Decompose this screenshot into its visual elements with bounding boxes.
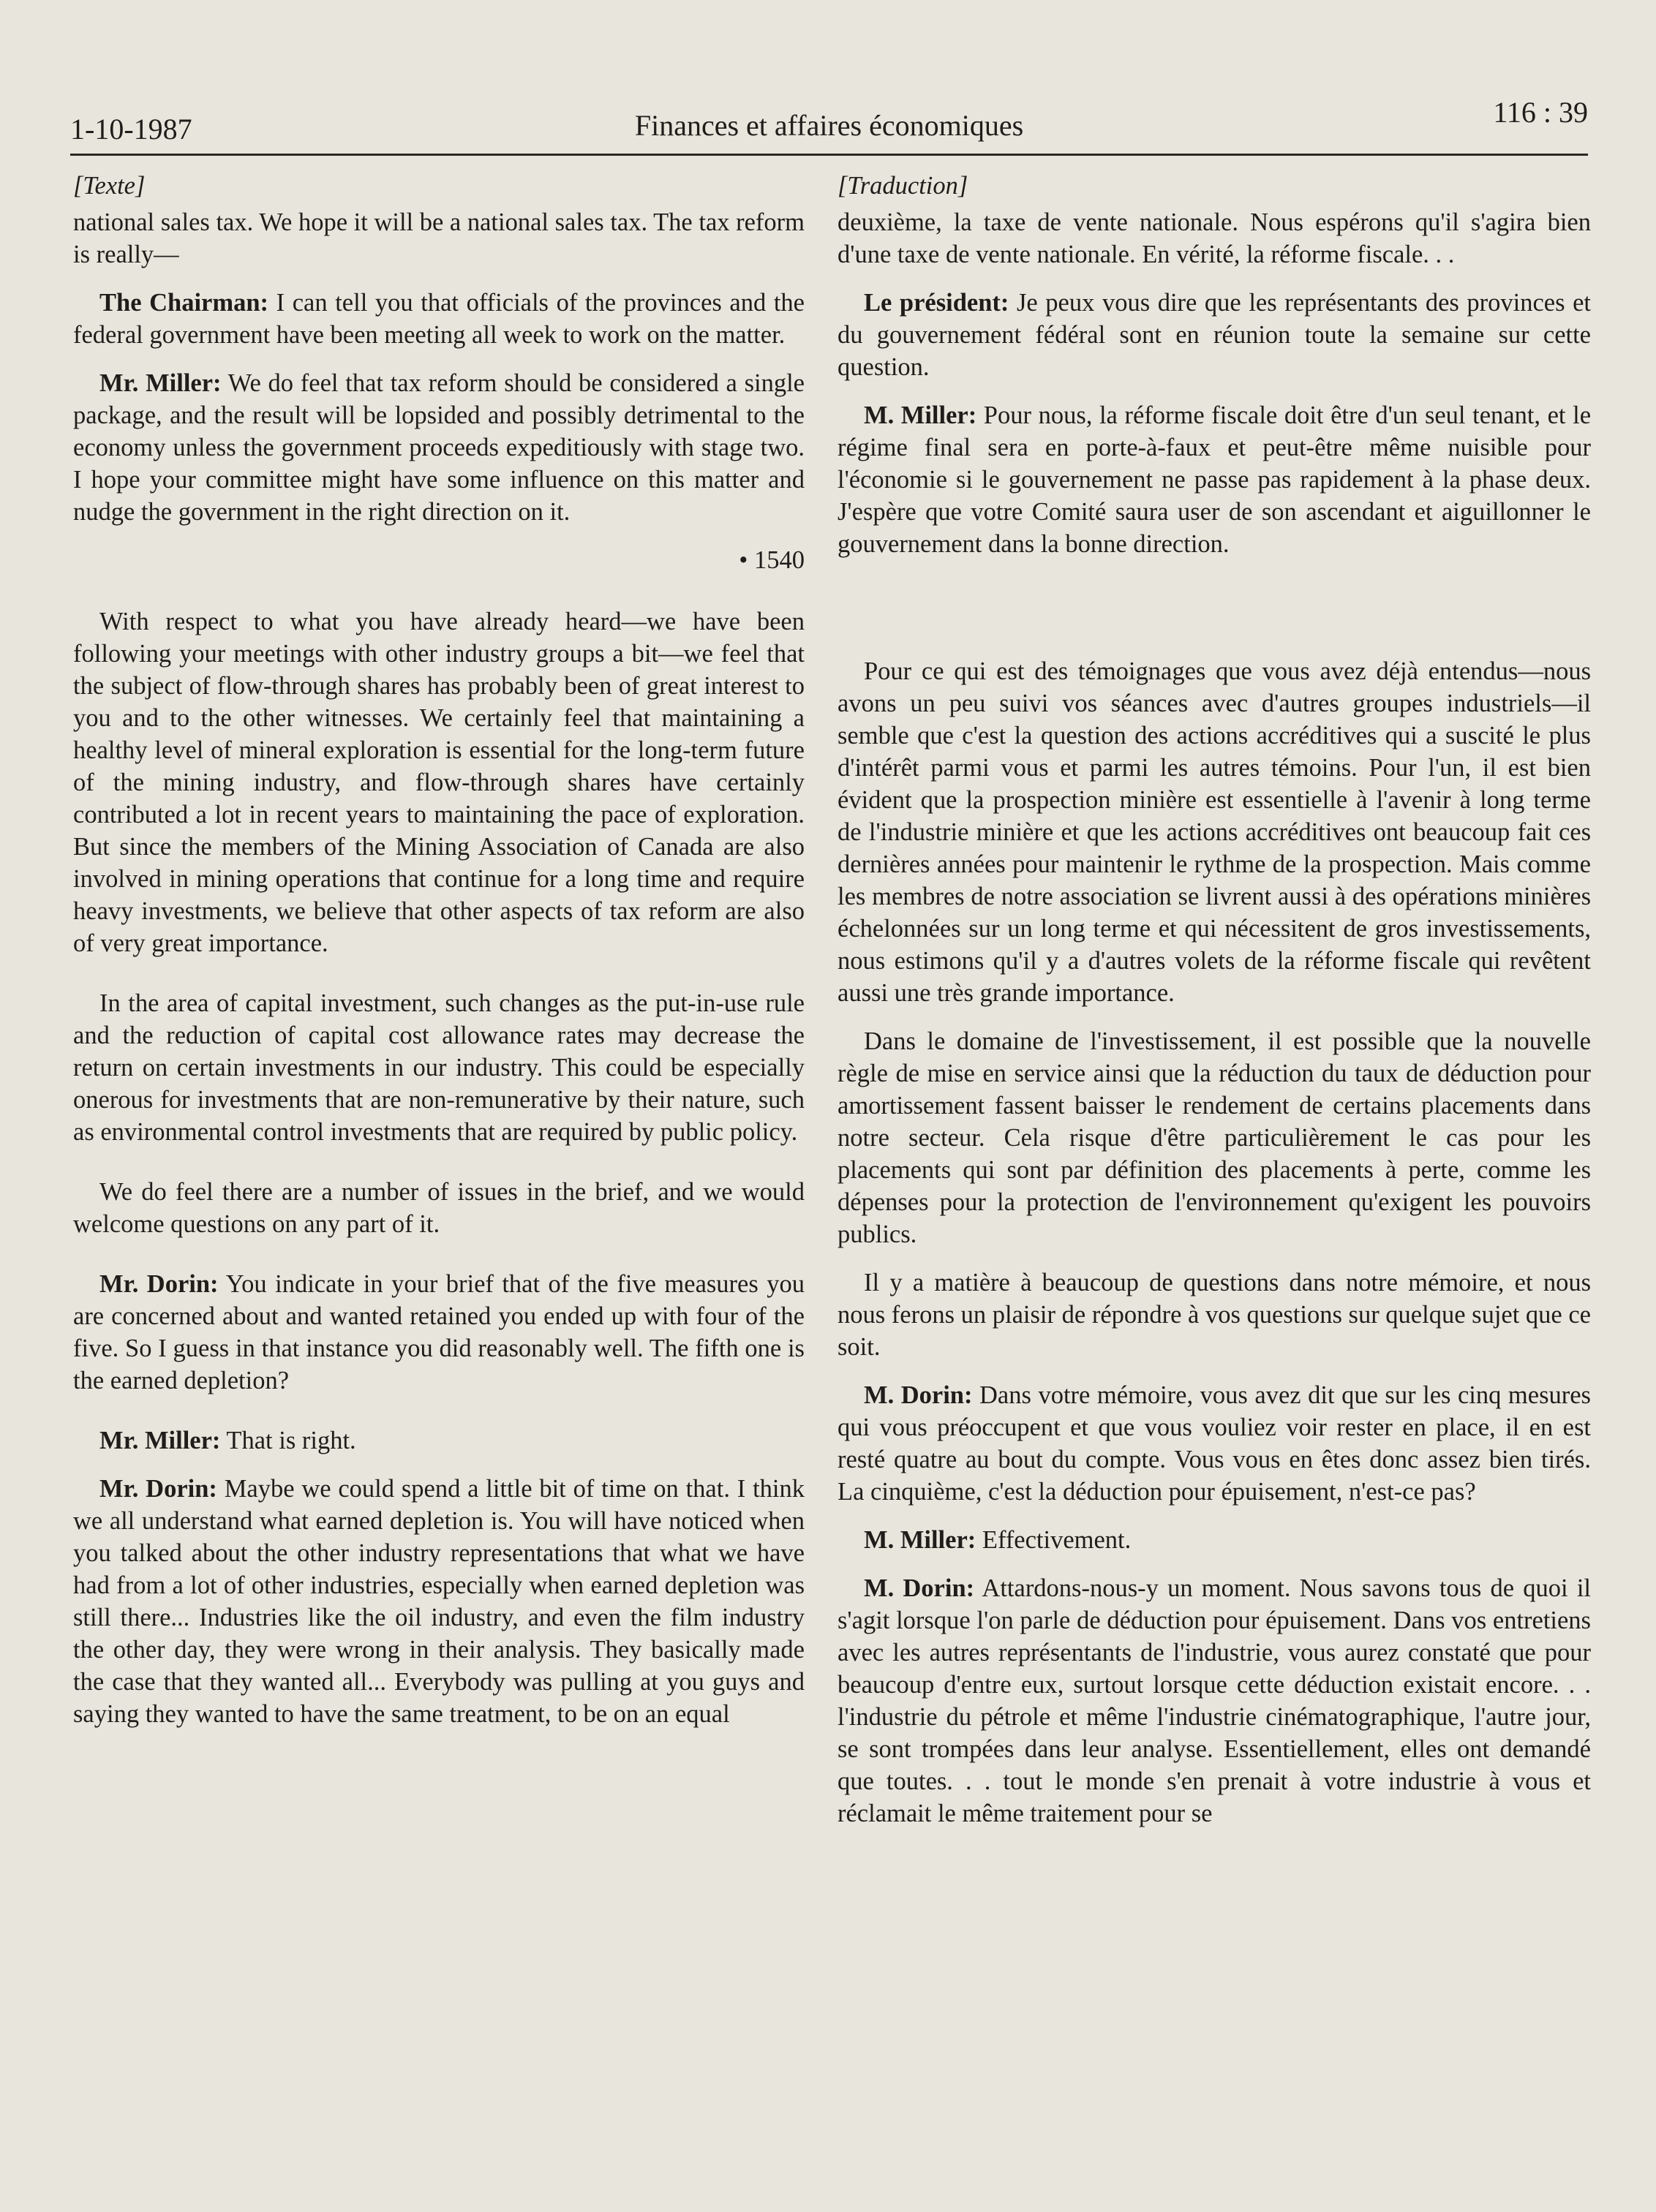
- speech-text: That is right.: [220, 1427, 356, 1454]
- french-column: [838, 170, 1591, 1846]
- speech-paragraph: [73, 367, 805, 528]
- paragraph: Pour ce qui est des témoignages que vous avez déjà entendus—nous avons un peu suivi vos séances avec d'autres groupes industriels—il semble que c'est la question des actions accréditives qui a suscité le plus d'intérêt parmi vous et parmi les autres témoins. Pour l'un, il est bien évident que la prospection minière est essentielle à l'avenir à long terme de l'industrie minière et que les actions accréditives ont beaucoup fait ces dernières années pour maintenir le rythme de la prospection. Mais comme les membres de notre association se livrent aussi à des opérations minières échelonnées sur un long terme et qui nécessitent de gros investissements, nous estimons qu'il y a d'autres volets de la réforme fiscale qui revêtent aussi une très grande importance.: [838, 657, 1591, 1007]
- column-tag: [Traduction]: [838, 172, 968, 200]
- speech-paragraph: [73, 287, 805, 351]
- speech-text: Pour nous, la réforme fiscale doit être d'un seul tenant, et le régime final sera en porte-à-faux et peut-être même nuisible pour l'économie si le gouvernement ne passe pas rapidement à la phase deux. J'espère que votre Comité saura user de son ascendant et aiguillonner le gouvernement dans la bonne direction.: [838, 401, 1592, 558]
- speaker-name: M. Miller:: [864, 401, 977, 429]
- speech-text: We do feel that tax reform should be considered a single package, and the result will be lopsided and possibly detrimental to the economy unless the government proceeds expeditiously with stage two. I hope your committee might have some influence on this matter and nudge the government in the right direction on it.: [73, 369, 805, 526]
- speech-text: Maybe we could spend a little bit of time on that. I think we all understand what earned depletion is. You will have noticed when you talked about the other industry representations that what we have had from a lot of other industries, especially when earned depletion was still there... Industries like the oil industry, and even the film industry the other day, they were wrong in their analysis. They basically made the case that they wanted all... Everybody was pulling at you guys and saying they wanted to have the same treatment, to be on an equal: [73, 1475, 805, 1728]
- speaker-name: M. Dorin:: [864, 1574, 975, 1602]
- speech-text: I can tell you that officials of the provinces and the federal government have been meeting all week to work on the matter.: [73, 289, 805, 349]
- speech-paragraph: [73, 1473, 805, 1730]
- paragraph: deuxième, la taxe de vente nationale. Nous espérons qu'il s'agira bien d'une taxe de vente nationale. En vérité, la réforme fiscale. . .: [838, 208, 1591, 268]
- speaker-name: The Chairman:: [99, 289, 269, 317]
- speech-text: Je peux vous dire que les représentants des provinces et du gouvernement fédéral sont en réunion toute la semaine sur cette question.: [838, 289, 1591, 381]
- column-tag: [Texte]: [73, 172, 146, 200]
- header-page-number: 116 : 39: [1493, 96, 1588, 129]
- speaker-name: M. Dorin:: [864, 1381, 973, 1409]
- header-title: Finances et affaires économiques: [634, 109, 1024, 142]
- speech-paragraph: [838, 287, 1591, 383]
- paragraph: national sales tax. We hope it will be a national sales tax. The tax reform is really—: [73, 208, 805, 268]
- speech-text: Effectivement.: [976, 1526, 1132, 1554]
- speech-text: Dans votre mémoire, vous avez dit que sur les cinq mesures qui vous préoccupent et que vous vouliez voir rester en place, il en est resté quatre au bout du compte. Vous vous en êtes donc assez bien tirés. La cinquième, c'est la déduction pour épuisement, n'est-ce pas?: [838, 1381, 1591, 1506]
- paragraph: Il y a matière à beaucoup de questions dans notre mémoire, et nous nous ferons un plaisir de répondre à vos questions sur quelque sujet que ce soit.: [838, 1269, 1591, 1361]
- speech-paragraph: [838, 1572, 1591, 1830]
- speech-text: Attardons-nous-y un moment. Nous savons tous de quoi il s'agit lorsque l'on parle de déduction pour épuisement. Dans vos entretiens avec les autres représentants de l'industrie, vous aurez constaté que pour beaucoup d'entre eux, surtout lorsque cette déduction existait encore. . . l'industrie du pétrole et même l'industrie cinématographique, l'autre jour, se sont trompées dans leur analyse. Essentiellement, elles ont demandé que toutes. . . tout le monde s'en prenait à votre industrie à vous et réclamait le même traitement pour se: [838, 1574, 1591, 1827]
- speech-paragraph: [838, 399, 1591, 560]
- header-date: 1-10-1987: [70, 113, 192, 146]
- speaker-name: Le président:: [864, 289, 1009, 317]
- speaker-name: Mr. Miller:: [99, 369, 222, 397]
- paragraph: Dans le domaine de l'investissement, il est possible que la nouvelle règle de mise en service ainsi que la réduction du taux de déduction pour amortissement fassent baisser le rendement de certains placements dans notre secteur. Cela risque d'être particulièrement le cas pour les placements qui sont par définition des placements à perte, comme les dépenses pour la protection de l'environnement qu'exigent les pouvoirs publics.: [838, 1027, 1591, 1248]
- page-header: [70, 95, 1588, 156]
- paragraph: In the area of capital investment, such changes as the put-in-use rule and the reduction of capital cost allowance rates may decrease the return on certain investments in our industry. This could be especially onerous for investments that are non-remunerative by their nature, such as environmental control investments that are required by public policy.: [73, 989, 805, 1146]
- speaker-name: Mr. Dorin:: [99, 1475, 217, 1503]
- speech-paragraph: [73, 1268, 805, 1397]
- timestamp: • 1540: [739, 546, 805, 574]
- speaker-name: M. Miller:: [864, 1526, 976, 1554]
- speaker-name: Mr. Dorin:: [99, 1270, 219, 1298]
- speech-text: You indicate in your brief that of the five measures you are concerned about and wanted retained you ended up with four of the five. So I guess in that instance you did reasonably well. The fifth one is the earned depletion?: [73, 1270, 805, 1394]
- english-column: [73, 170, 805, 1746]
- speech-paragraph: [73, 1424, 805, 1457]
- paragraph: With respect to what you have already heard—we have been following your meetings with other industry groups a bit—we feel that the subject of flow-through shares has probably been of great interest to you and to the other witnesses. We certainly feel that maintaining a healthy level of mineral exploration is essential for the long-term future of the mining industry, and flow-through shares have certainly contributed a lot in recent years to maintaining the pace of exploration. But since the members of the Mining Association of Canada are also involved in mining operations that continue for a long time and require heavy investments, we believe that other aspects of tax reform are also of very great importance.: [73, 608, 805, 957]
- speech-paragraph: [838, 1524, 1591, 1556]
- speaker-name: Mr. Miller:: [99, 1427, 221, 1454]
- speech-paragraph: [838, 1379, 1591, 1508]
- paragraph: We do feel there are a number of issues in the brief, and we would welcome questions on any part of it.: [73, 1178, 805, 1238]
